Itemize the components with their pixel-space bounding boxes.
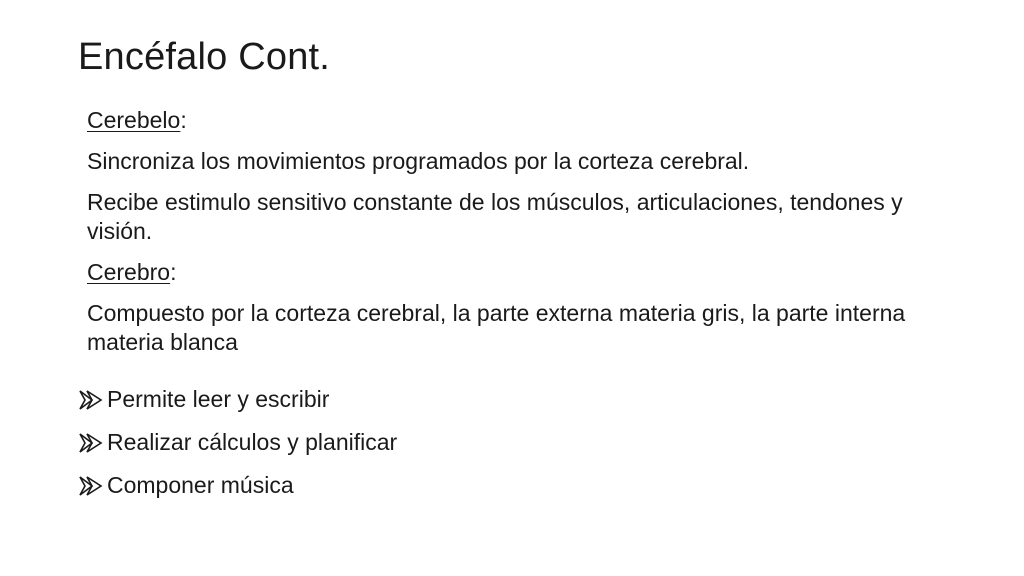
slide-body xyxy=(87,106,937,369)
arrow-bullet-icon xyxy=(78,474,104,498)
cerebelo-heading-line xyxy=(87,106,937,135)
cerebro-heading: Cerebro xyxy=(87,259,171,285)
slide-title: Encéfalo Cont. xyxy=(78,36,331,78)
arrow-bullet-icon xyxy=(78,388,104,412)
cerebro-heading-line xyxy=(87,258,937,287)
bullet-text: Componer música xyxy=(107,472,294,498)
cerebelo-line-2: Recibe estimulo sensitivo constante de los músculos, articulaciones, tendones y visión. xyxy=(87,189,903,244)
cerebelo-line-1: Sincroniza los movimientos programados por la corteza cerebral. xyxy=(87,148,750,174)
cerebro-bullet-list xyxy=(78,385,397,514)
cerebro-description: Compuesto por la corteza cerebral, la parte externa materia gris, la parte interna materia blanca xyxy=(87,300,906,355)
cerebelo-heading: Cerebelo xyxy=(87,107,181,133)
bullet-item xyxy=(78,385,397,414)
bullet-text: Realizar cálculos y planificar xyxy=(107,429,398,455)
cerebelo-heading-colon: : xyxy=(180,107,187,133)
bullet-item xyxy=(78,428,397,457)
cerebro-heading-colon: : xyxy=(170,259,177,285)
bullet-text: Permite leer y escribir xyxy=(107,386,330,412)
arrow-bullet-icon xyxy=(78,431,104,455)
bullet-item xyxy=(78,471,397,500)
